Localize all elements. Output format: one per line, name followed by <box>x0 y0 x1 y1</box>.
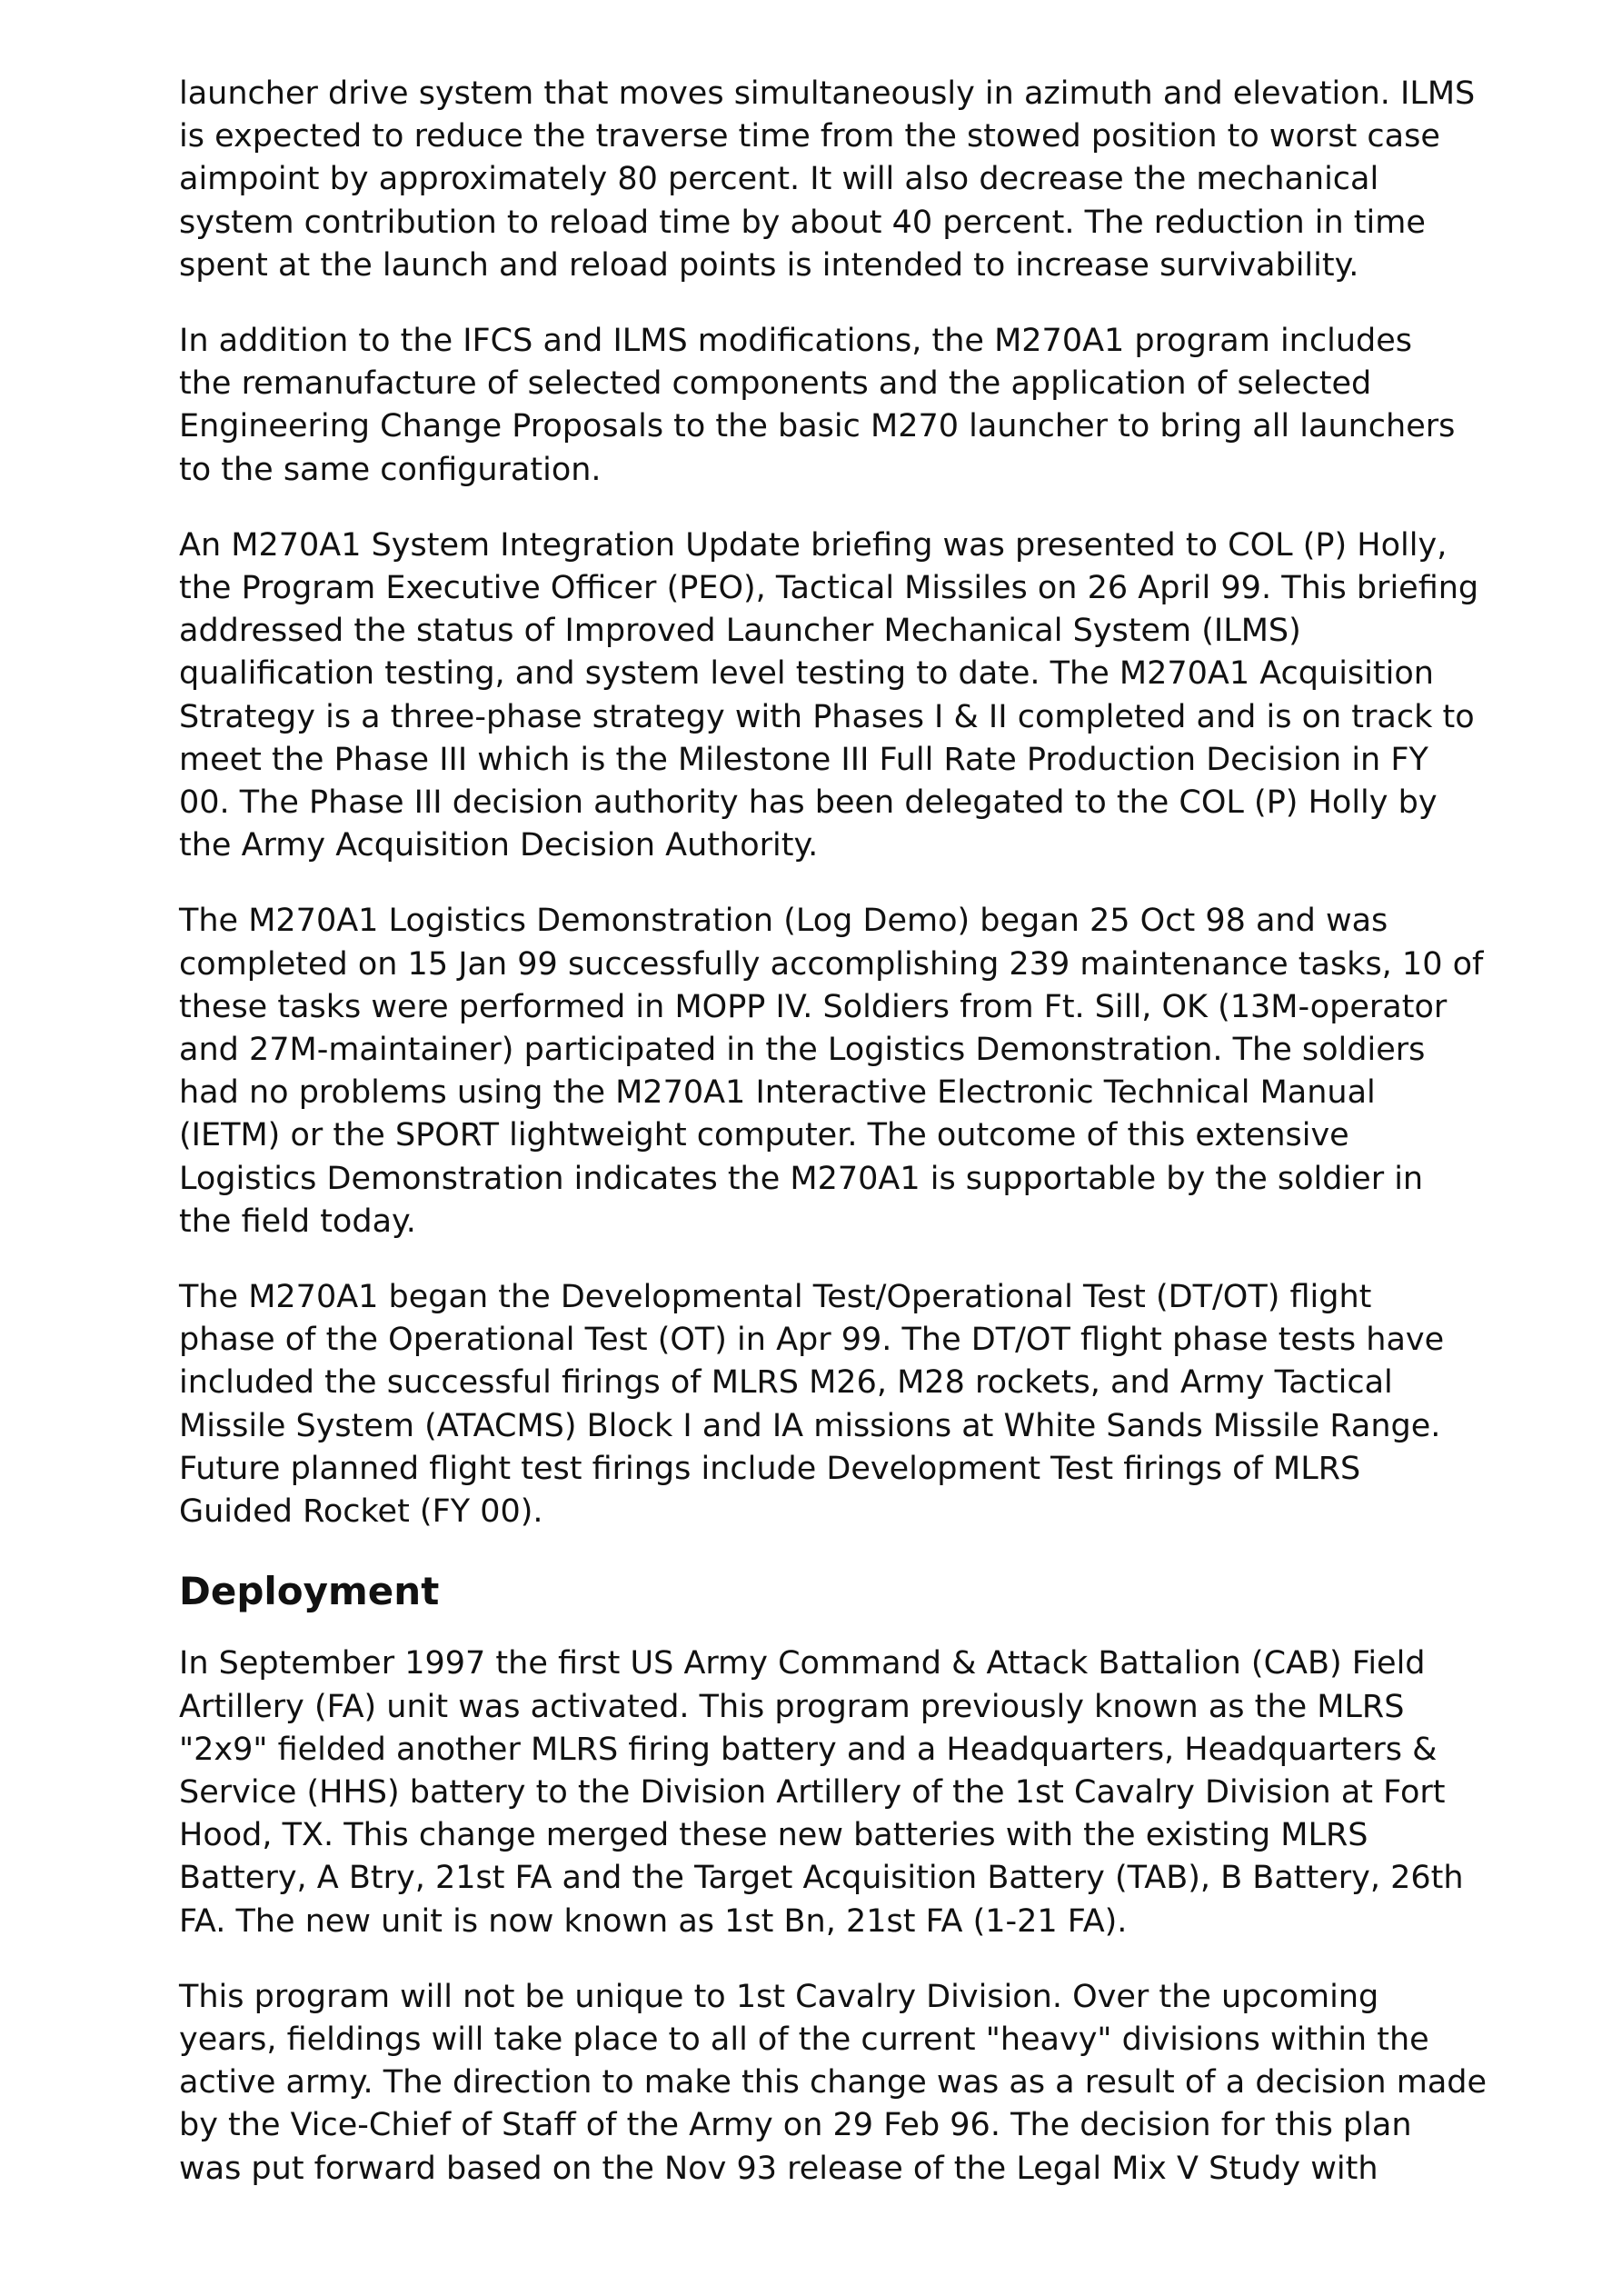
text-line: years, fieldings will take place to all of the current "heavy" divisions within the <box>179 2021 1429 2058</box>
text-line: Battery, A Btry, 21st FA and the Target Acquisition Battery (TAB), B Battery, 26th <box>179 1860 1464 1897</box>
paragraph <box>179 524 1478 868</box>
text-line: these tasks were performed in MOPP IV. Soldiers from Ft. Sill, OK (13M-operator <box>179 988 1448 1025</box>
text-line: spent at the launch and reload points is intended to increase survivability. <box>179 246 1359 284</box>
text-line: qualification testing, and system level testing to date. The M270A1 Acquisition <box>179 655 1434 693</box>
text-line: "2x9" fielded another MLRS firing battery and a Headquarters, Headquarters & <box>179 1731 1438 1768</box>
text-line: by the Vice-Chief of Staff of the Army on 29 Feb 96. The decision for this plan <box>179 2107 1412 2144</box>
text-line: completed on 15 Jan 99 successfully accomplishing 239 maintenance tasks, 10 of <box>179 945 1484 983</box>
text-line: the field today. <box>179 1203 416 1240</box>
text-line: had no problems using the M270A1 Interactive Electronic Technical Manual <box>179 1074 1376 1112</box>
text-line: (IETM) or the SPORT lightweight computer. The outcome of this extensive <box>179 1117 1349 1154</box>
text-line: is expected to reduce the traverse time from the stowed position to worst case <box>179 118 1440 155</box>
text-line: Engineering Change Proposals to the basic M270 launcher to bring all launchers <box>179 408 1456 445</box>
text-line: aimpoint by approximately 80 percent. It will also decrease the mechanical <box>179 161 1379 198</box>
text-line: In addition to the IFCS and ILMS modifications, the M270A1 program includes <box>179 323 1412 360</box>
text-line: Hood, TX. This change merged these new batteries with the existing MLRS <box>179 1817 1368 1854</box>
text-line: Logistics Demonstration indicates the M270A1 is supportable by the soldier in <box>179 1160 1424 1197</box>
text-line: launcher drive system that moves simultaneously in azimuth and elevation. ILMS <box>179 75 1476 112</box>
text-line: system contribution to reload time by about 40 percent. The reduction in time <box>179 204 1426 241</box>
text-line: Service (HHS) battery to the Division Artillery of the 1st Cavalry Division at Fort <box>179 1773 1446 1811</box>
text-line: addressed the status of Improved Launcher Mechanical System (ILMS) <box>179 613 1301 650</box>
text-line: Missile System (ATACMS) Block I and IA missions at White Sands Missile Range. <box>179 1407 1441 1444</box>
text-line: phase of the Operational Test (OT) in Apr 99. The DT/OT flight phase tests have <box>179 1322 1445 1359</box>
text-line: 00. The Phase III decision authority has been delegated to the COL (P) Holly by <box>179 784 1438 822</box>
text-line: the Program Executive Officer (PEO), Tactical Missiles on 26 April 99. This briefing <box>179 570 1479 607</box>
text-line: Artillery (FA) unit was activated. This program previously known as the MLRS <box>179 1688 1405 1725</box>
text-line: was put forward based on the Nov 93 release of the Legal Mix V Study with <box>179 2150 1378 2187</box>
text-line: and 27M-maintainer) participated in the Logistics Demonstration. The soldiers <box>179 1032 1426 1069</box>
paragraph <box>179 900 1484 1243</box>
text-line: This program will not be unique to 1st Cavalry Division. Over the upcoming <box>179 1978 1379 2015</box>
text-line: the Army Acquisition Decision Authority. <box>179 827 819 864</box>
text-line: the remanufacture of selected components and the application of selected <box>179 365 1372 403</box>
document-page <box>179 73 1488 2223</box>
text-line: FA. The new unit is now known as 1st Bn, 21st FA (1-21 FA). <box>179 1902 1128 1940</box>
text-line: Guided Rocket (FY 00). <box>179 1493 543 1531</box>
text-line: meet the Phase III which is the Milestone III Full Rate Production Decision in FY <box>179 741 1428 778</box>
text-line: The M270A1 began the Developmental Test/Operational Test (DT/OT) flight <box>179 1279 1372 1316</box>
section-heading: Deployment <box>179 1569 440 1614</box>
text-line: Future planned flight test firings include Development Test firings of MLRS <box>179 1450 1361 1487</box>
text-line: An M270A1 System Integration Update briefing was presented to COL (P) Holly, <box>179 526 1448 564</box>
text-line: In September 1997 the first US Army Command & Attack Battalion (CAB) Field <box>179 1645 1426 1682</box>
paragraph <box>179 1976 1488 2191</box>
text-line: active army. The direction to make this change was as a result of a decision made <box>179 2064 1488 2101</box>
paragraph <box>179 73 1478 287</box>
text-line: The M270A1 Logistics Demonstration (Log Demo) began 25 Oct 98 and was <box>179 903 1388 940</box>
paragraph <box>179 1642 1478 1942</box>
paragraph <box>179 320 1478 492</box>
text-line: included the successful firings of MLRS M26, M28 rockets, and Army Tactical <box>179 1364 1393 1402</box>
text-line: Strategy is a three-phase strategy with Phases I & II completed and is on track to <box>179 698 1475 735</box>
text-line: to the same configuration. <box>179 451 602 488</box>
paragraph <box>179 1276 1478 1533</box>
